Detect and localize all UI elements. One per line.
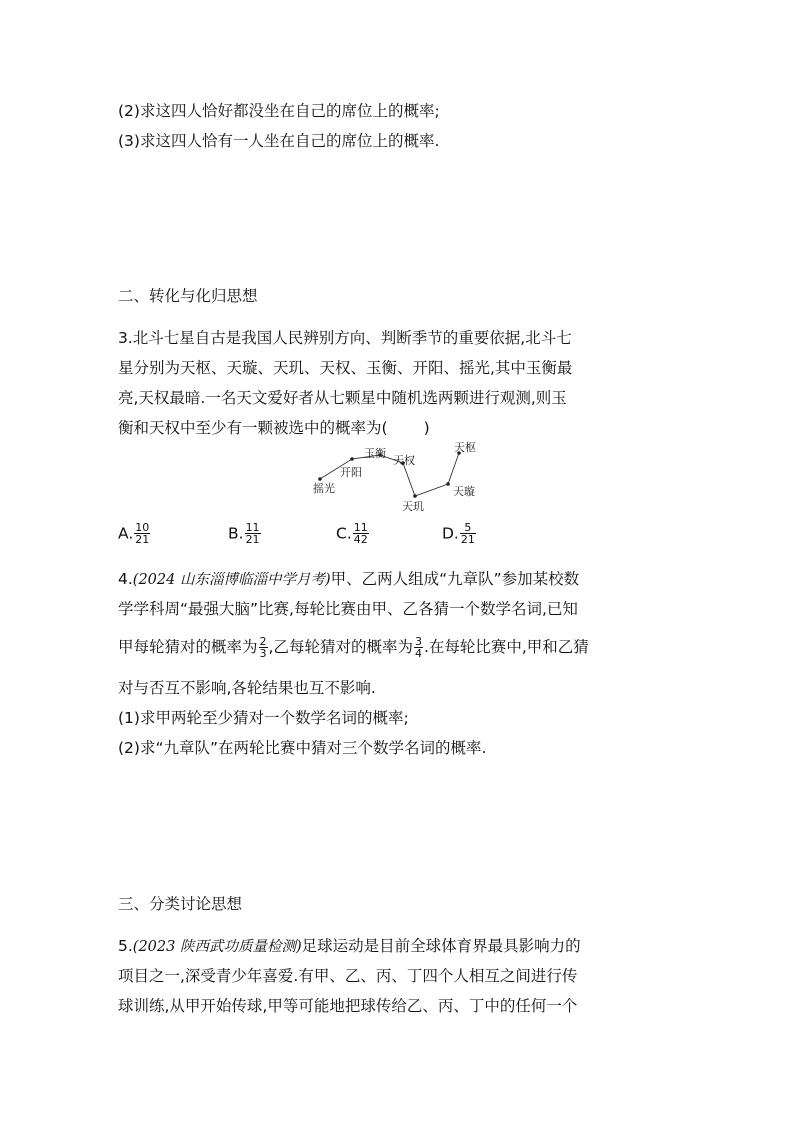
label-kaiyang: 开阳 [340,466,362,479]
big-dipper-diagram [300,436,500,518]
choice-a-fraction: $\frac{10}{21}$ [135,521,150,546]
label-tianshu: 天枢 [454,441,476,454]
prob-yi-fraction: $\frac{3}{4}$ [414,635,422,660]
problem-3-line-2: 星分别为天枢、天璇、天玑、天权、玉衡、开阳、摇光,其中玉衡最 [118,359,573,377]
close-paren: ) [423,419,430,437]
section-2-heading: 二、转化与化归思想 [118,287,258,305]
label-yaoguang: 摇光 [313,482,335,495]
star-yaoguang [318,477,322,481]
choice-c-fraction: $\frac{11}{42}$ [353,521,368,546]
problem-4-number: 4. [118,570,133,588]
question-3: (3)求这四人恰有一人坐在自己的席位上的概率. [118,132,440,150]
problem-4-line-1 [118,568,579,591]
problem-5-line-3: 球训练,从甲开始传球,甲等可能地把球传给乙、丙、丁中的任何一个 [118,997,578,1015]
problem-5-text: 足球运动是目前全球体育界最具影响力的 [301,937,581,955]
label-yuheng: 玉衡 [364,447,386,460]
problem-3-line-1: 3.北斗七星自古是我国人民辨别方向、判断季节的重要依据,北斗七 [118,329,572,347]
problem-5-source: (2023 陕西武功质量检测) [132,939,302,955]
choice-b[interactable]: B. $\frac{11}{21}$ [228,521,260,546]
question-2: (2)求这四人恰好都没坐在自己的席位上的概率; [118,102,440,120]
problem-4-sub-1: (1)求甲两轮至少猜对一个数学名词的概率; [118,709,409,727]
problem-3-line-3: 亮,天权最暗.一名天文爱好者从七颗星中随机选两颗进行观测,则玉 [118,389,567,407]
choice-b-fraction: $\frac{11}{21}$ [245,521,260,546]
choice-d-fraction: $\frac{5}{21}$ [460,521,475,546]
star-tianxuan [446,482,450,486]
star-tianji [413,494,417,498]
problem-3-question-stem: 衡和天权中至少有一颗被选中的概率为( [118,419,388,437]
problem-5-line-2: 项目之一,深受青少年喜爱.有甲、乙、丙、丁四个人相互之间进行传 [118,967,578,985]
problem-4-line-2: 学学科周“最强大脑”比赛,每轮比赛由甲、乙各猜一个数学名词,已知 [118,600,578,618]
problem-5-line-1 [118,935,581,958]
problem-4-line-3: 甲每轮猜对的概率为 $\frac{2}{3}$ ,乙每轮猜对的概率为 $\frac{3}{4}$ .在每轮比赛中,甲和乙猜 [118,635,589,660]
problem-4-line-4: 对与否互不影响,各轮结果也互不影响. [118,679,376,697]
prob-jia-fraction: $\frac{2}{3}$ [259,635,267,660]
label-tianquan: 天权 [393,454,415,467]
star-kaiyang [350,457,354,461]
choice-a[interactable]: A. $\frac{10}{21}$ [118,521,150,546]
label-tianxuan: 天璇 [453,485,475,498]
choice-d[interactable]: D. $\frac{5}{21}$ [442,521,475,546]
problem-4-source: (2024 山东淄博临淄中学月考) [132,572,331,588]
problem-4-sub-2: (2)求“九章队”在两轮比赛中猜对三个数学名词的概率. [118,739,487,757]
choice-c[interactable]: C. $\frac{11}{42}$ [336,521,368,546]
label-tianji: 天玑 [402,500,424,513]
problem-4-text: 甲、乙两人组成“九章队”参加某校数 [330,570,580,588]
section-3-heading: 三、分类讨论思想 [118,895,243,913]
problem-5-number: 5. [118,937,133,955]
